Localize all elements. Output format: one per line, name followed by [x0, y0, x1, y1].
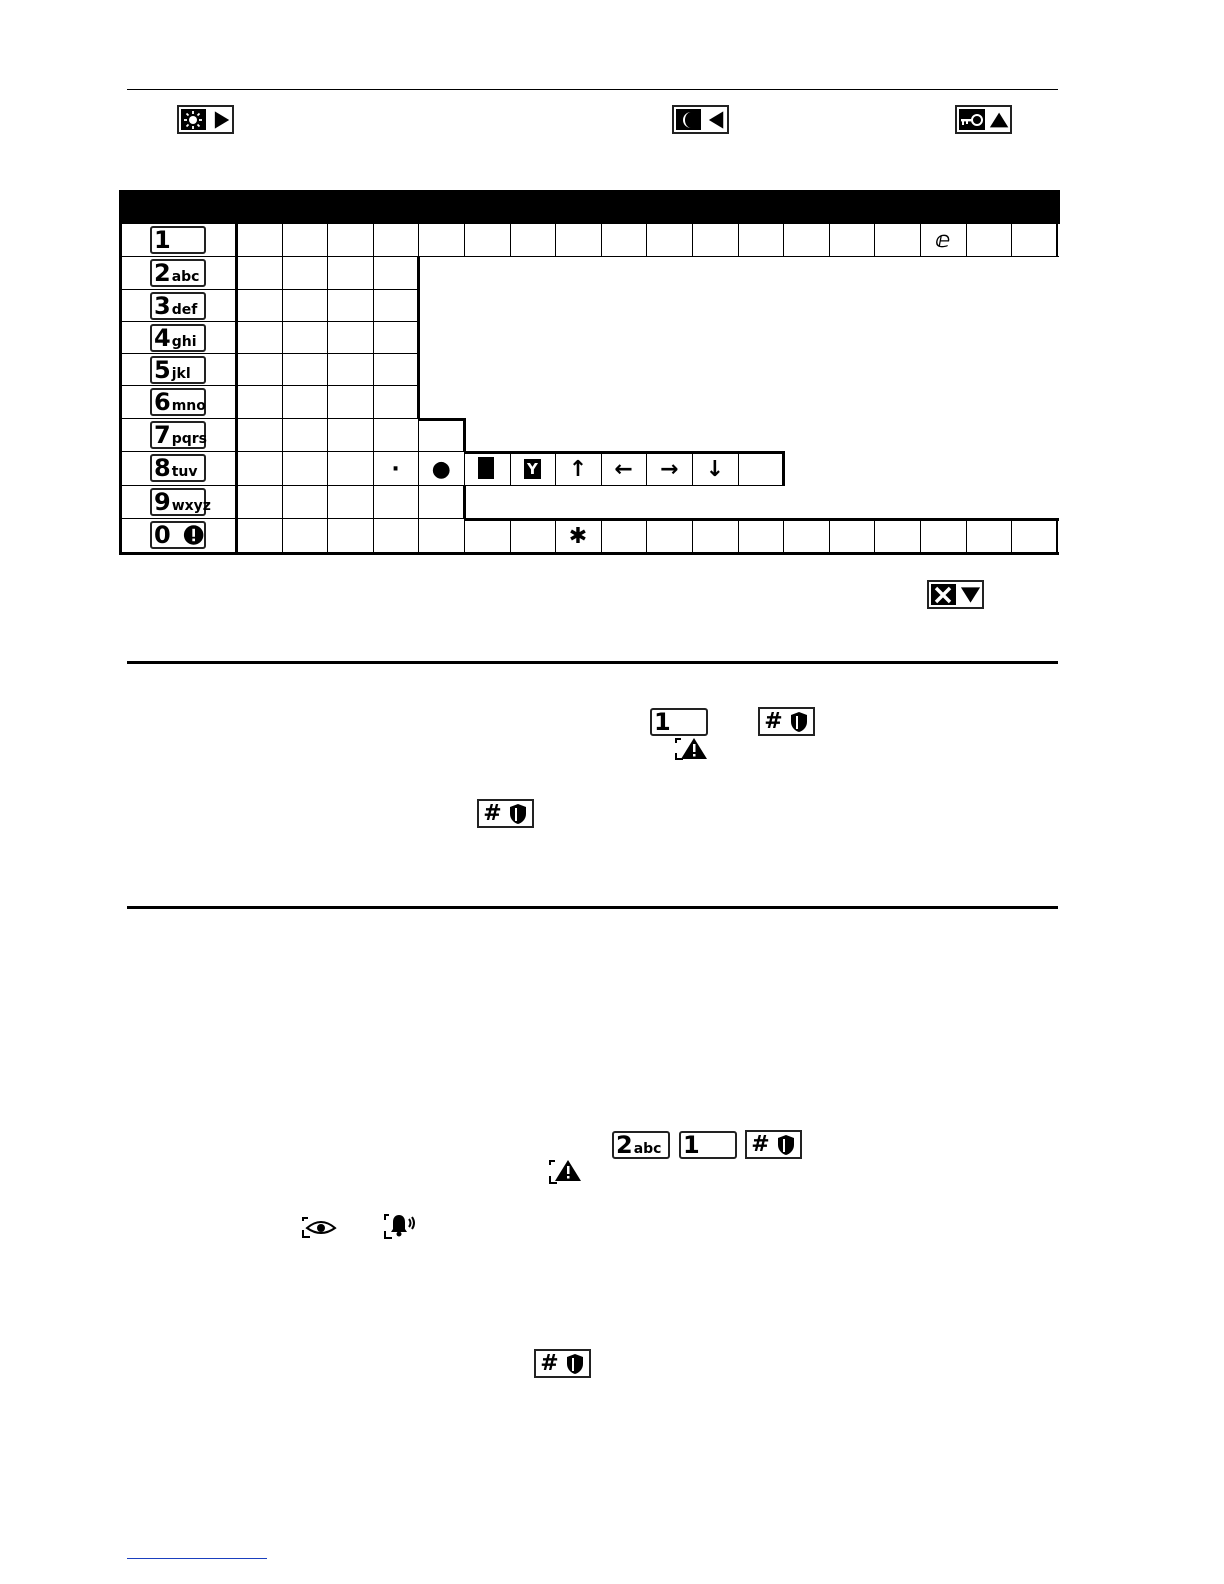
- keypad-key-2[interactable]: 2 abc: [150, 259, 206, 287]
- cell-divider: [418, 224, 419, 257]
- shield-icon: [508, 803, 528, 825]
- keypad-key-8[interactable]: 8 tuv: [150, 454, 206, 482]
- section-rule-1: [127, 661, 1058, 664]
- moon-icon: [676, 109, 701, 130]
- cell-divider: [373, 224, 374, 257]
- cell-divider: [417, 290, 420, 322]
- cell-divider: [966, 519, 967, 553]
- row-line: [119, 256, 1059, 257]
- cell-divider: [282, 322, 283, 354]
- cell-divider: [373, 386, 374, 419]
- cell-divider: [874, 224, 875, 257]
- cell-divider: [1056, 519, 1059, 553]
- cell-divider: [327, 290, 328, 322]
- keypad-key-1[interactable]: 1: [150, 226, 206, 254]
- cell-divider: [282, 257, 283, 290]
- key-nav-button[interactable]: [955, 105, 1012, 134]
- cell-divider: [738, 452, 739, 486]
- cell-divider: [646, 224, 647, 257]
- triangle-right-icon: [211, 109, 232, 131]
- top-rule: [127, 89, 1058, 90]
- section-rule-2: [127, 906, 1058, 909]
- cell-divider: [463, 419, 466, 452]
- cell-divider: [418, 419, 419, 452]
- cell-divider: [327, 224, 328, 257]
- cell-divider: [327, 386, 328, 419]
- hash-shield-button[interactable]: #: [758, 707, 815, 736]
- arrow-down-icon: ↓: [705, 456, 725, 482]
- shield-icon: [565, 1353, 585, 1375]
- cell-divider: [327, 257, 328, 290]
- x-icon: [931, 584, 956, 605]
- cell-divider: [373, 419, 374, 452]
- table-header-bar: [119, 190, 1060, 224]
- cell-divider: [327, 519, 328, 553]
- symbol-asterisk-cell: ✱: [568, 523, 588, 549]
- cell-divider: [373, 290, 374, 322]
- full-block-symbol: [478, 457, 494, 479]
- cell-divider: [418, 486, 419, 519]
- symbol-dot-cell: ·: [391, 456, 400, 482]
- triangle-down-icon: [959, 584, 982, 606]
- cell-divider: [327, 354, 328, 386]
- cell-divider: [920, 519, 921, 553]
- cell-divider: [282, 486, 283, 519]
- cell-divider: [463, 486, 466, 519]
- row-top-line: [464, 518, 1059, 521]
- hash-shield-button-3[interactable]: #: [745, 1130, 802, 1159]
- row-line: [119, 418, 466, 419]
- character-table: [119, 190, 1060, 555]
- cell-divider: [373, 519, 374, 553]
- cell-divider: [783, 519, 784, 553]
- cell-divider: [373, 486, 374, 519]
- cell-divider: [282, 452, 283, 486]
- cell-divider: [282, 419, 283, 452]
- cell-divider: [418, 519, 419, 553]
- row-line: [119, 289, 420, 290]
- symbol-e-cell: ⅇ: [935, 228, 951, 253]
- cell-divider: [1056, 224, 1059, 257]
- cell-divider: [327, 486, 328, 519]
- exclamation-circle-icon: [183, 523, 204, 547]
- shield-icon: [776, 1134, 796, 1156]
- table-keycol-border: [235, 224, 238, 555]
- cell-divider: [692, 224, 693, 257]
- cell-divider: [510, 519, 511, 553]
- keypad-key-6[interactable]: 6 mno: [150, 388, 206, 416]
- eye-icon: [302, 1217, 338, 1239]
- keypad-key-7[interactable]: 7 pqrs: [150, 421, 206, 449]
- cell-divider: [783, 224, 784, 257]
- hash-shield-button-2[interactable]: #: [477, 799, 534, 828]
- cell-divider: [1011, 519, 1012, 553]
- cell-divider: [646, 519, 647, 553]
- row-line: [119, 353, 420, 354]
- cell-divider: [282, 290, 283, 322]
- symbol-bullet-cell: ●: [431, 456, 451, 482]
- cell-divider: [510, 224, 511, 257]
- cell-divider: [601, 519, 602, 553]
- cell-divider: [1011, 224, 1012, 257]
- cell-divider: [464, 519, 465, 553]
- cell-divider: [464, 452, 465, 486]
- keypad-key-0[interactable]: 0: [150, 521, 206, 549]
- cell-divider: [373, 322, 374, 354]
- night-nav-button[interactable]: [672, 105, 729, 134]
- key-2-button[interactable]: 2 abc: [612, 1131, 670, 1159]
- cell-divider: [417, 257, 420, 290]
- symbol-y-cell: [510, 452, 556, 486]
- key-1-button-2[interactable]: 1: [679, 1131, 737, 1159]
- arrow-left-icon: ←: [614, 456, 633, 482]
- cell-divider: [874, 519, 875, 553]
- alert-triangle-icon-2: [549, 1159, 585, 1185]
- keypad-key-5[interactable]: 5 jkl: [150, 356, 206, 384]
- table-left-border: [119, 224, 122, 555]
- cell-divider: [464, 224, 465, 257]
- cell-divider: [555, 224, 556, 257]
- cell-divider: [601, 224, 602, 257]
- arrow-up-icon: ↑: [568, 456, 588, 482]
- key-1-button[interactable]: 1: [650, 708, 708, 736]
- footnote-rule: [127, 1558, 267, 1559]
- cell-divider: [417, 354, 420, 386]
- cell-divider: [738, 224, 739, 257]
- triangle-up-icon: [988, 109, 1010, 131]
- cell-divider: [282, 386, 283, 419]
- row-line: [119, 321, 420, 322]
- symbol-y-glyph: Y: [524, 459, 541, 479]
- cell-divider: [829, 224, 830, 257]
- keypad-key-3[interactable]: 3 def: [150, 292, 206, 320]
- cell-divider: [282, 354, 283, 386]
- cell-divider: [782, 452, 785, 486]
- cell-divider: [417, 386, 420, 419]
- alert-triangle-icon: [675, 737, 711, 761]
- cell-divider: [282, 519, 283, 553]
- keypad-key-4[interactable]: 4 ghi: [150, 324, 206, 352]
- cell-divider: [282, 224, 283, 257]
- cell-divider: [692, 519, 693, 553]
- keypad-key-9[interactable]: 9 wxyz: [150, 488, 206, 516]
- cancel-nav-button[interactable]: [927, 580, 984, 609]
- cell-divider: [327, 452, 328, 486]
- day-nav-button[interactable]: [177, 105, 234, 134]
- cell-divider: [417, 322, 420, 354]
- hash-shield-button-4[interactable]: #: [534, 1349, 591, 1378]
- cell-divider: [327, 322, 328, 354]
- shield-icon: [789, 711, 809, 733]
- cell-divider: [373, 257, 374, 290]
- cell-divider: [829, 519, 830, 553]
- arrow-right-icon: →: [659, 456, 679, 482]
- triangle-left-icon: [706, 109, 727, 131]
- sun-icon: [181, 109, 206, 130]
- bell-icon: [383, 1212, 419, 1240]
- cell-divider: [966, 224, 967, 257]
- cell-divider: [373, 354, 374, 386]
- cell-divider: [327, 419, 328, 452]
- key-icon: [959, 109, 985, 130]
- row-top-line: [418, 418, 466, 421]
- row-line: [119, 385, 420, 386]
- cell-divider: [738, 519, 739, 553]
